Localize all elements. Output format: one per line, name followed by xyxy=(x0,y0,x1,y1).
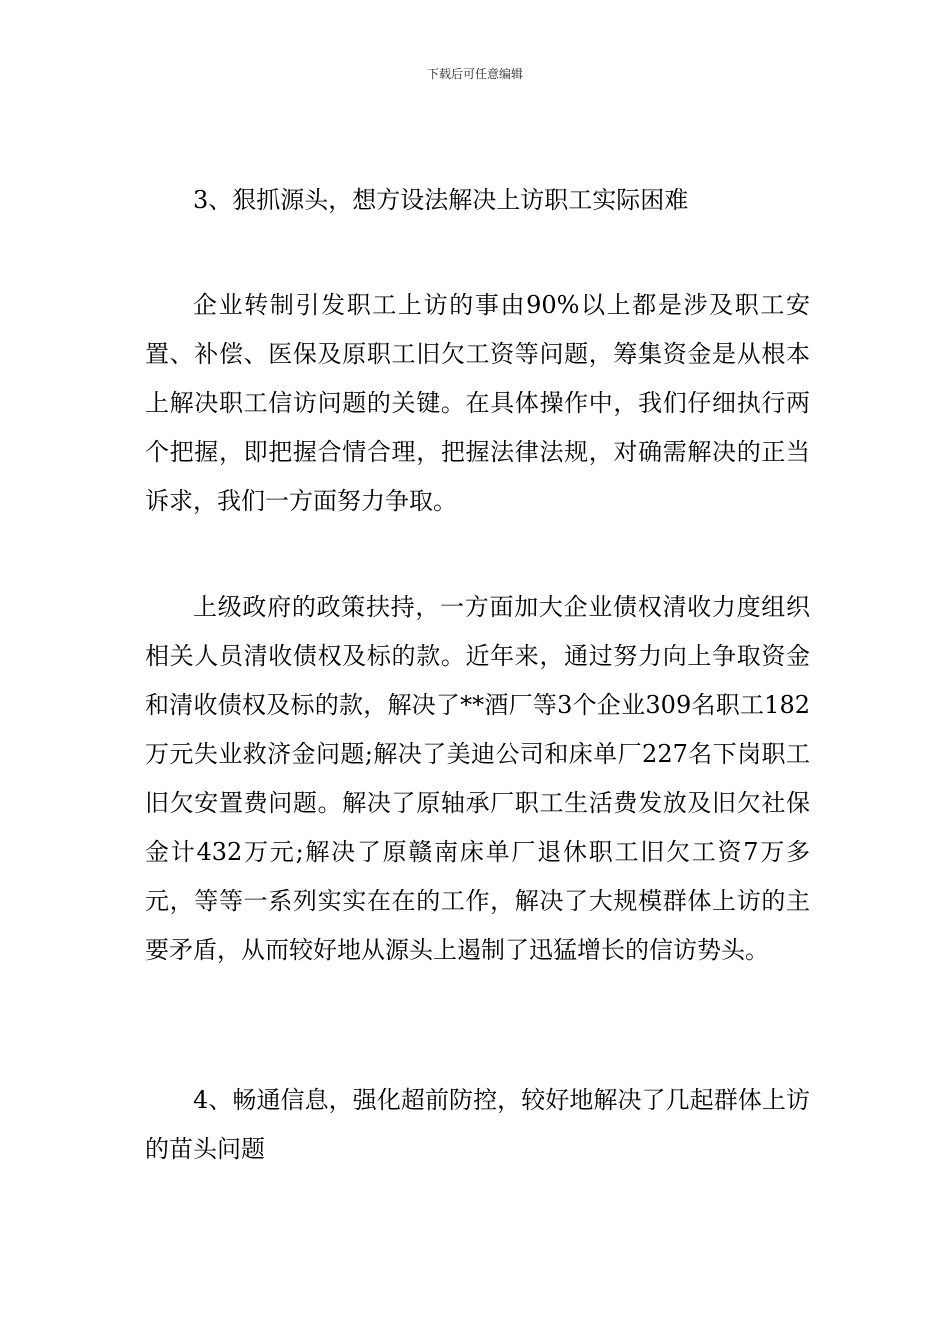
section-3-heading: 3、狠抓源头，想方设法解决上访职工实际困难 xyxy=(193,186,689,214)
header-note: 下载后可任意编辑 xyxy=(426,67,523,81)
section-4-heading: 4、畅通信息，强化超前防控，较好地解决了几起群体上访的苗头问题 xyxy=(145,1086,810,1163)
paragraph-2: 上级政府的政策扶持，一方面加大企业债权清收力度组织相关人员清收债权及标的款。近年来，通过努力向上争取资金和清收债权及标的款，解决了**酒厂等3个企业309名职工182万元失业救济金问题;解决了美迪公司和床单厂227名下岗职工旧欠安置费问题。解决了原轴承厂职工生活费发放及旧欠社保金计432万元;解决了原赣南床单厂退休职工旧欠工资7万多元，等等一系列实实在在的工作，解决了大规模群体上访的主要矛盾，从而较好地从源头上遏制了迅猛增长的信访势头。 xyxy=(145,593,810,964)
paragraph-1: 企业转制引发职工上访的事由90%以上都是涉及职工安置、补偿、医保及原职工旧欠工资等问题，筹集资金是从根本上解决职工信访问题的关键。在具体操作中，我们仔细执行两个把握，即把握合情合理，把握法律法规，对确需解决的正当诉求，我们一方面努力争取。 xyxy=(145,291,810,515)
